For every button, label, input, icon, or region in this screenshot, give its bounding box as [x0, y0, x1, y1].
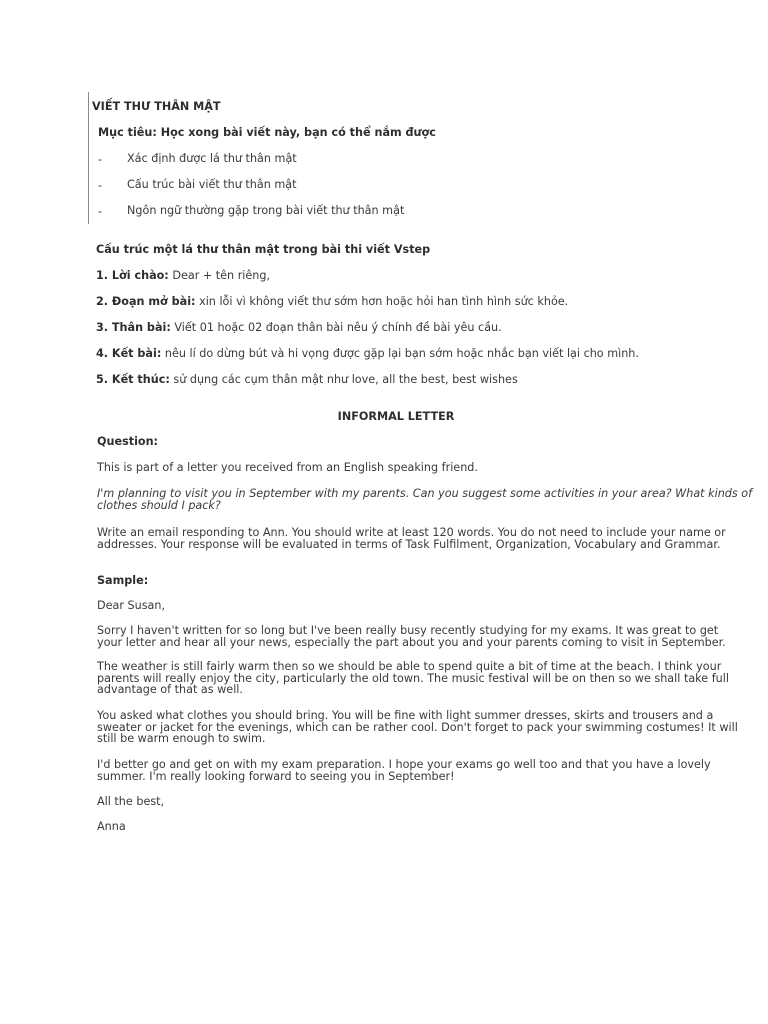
- bullet-marker: -: [98, 179, 103, 192]
- letter-line: summer. I'm really looking forward to seeing you in September!: [97, 769, 455, 783]
- structure-item-text: Dear + tên riêng,: [168, 269, 271, 282]
- quote-line: I'm planning to visit you in September with my parents. Can you suggest some activities in your area? What kinds of: [97, 487, 753, 500]
- structure-item-text: xin lỗi vì không viết thư sớm hơn hoặc hỏi han tình hình sức khỏe.: [195, 295, 569, 308]
- bullet-marker: -: [98, 205, 103, 218]
- structure-heading: Cấu trúc một lá thư thân mật trong bài thi viết Vstep: [96, 243, 431, 256]
- question-quote: [97, 487, 753, 512]
- letter-signature: Anna: [97, 820, 126, 833]
- objective-bullet: Cấu trúc bài viết thư thân mật: [127, 178, 297, 191]
- bullet-marker: -: [98, 153, 103, 166]
- question-intro: This is part of a letter you received from an English speaking friend.: [97, 461, 478, 474]
- structure-item: [96, 348, 639, 360]
- informal-letter-heading: INFORMAL LETTER: [337, 410, 455, 423]
- question-label: Question:: [97, 435, 159, 448]
- objective-bullet: Xác định được lá thư thân mật: [127, 152, 297, 165]
- instruction-line: addresses. Your response will be evaluated in terms of Task Fulfilment, Organization, Vocabulary and Grammar.: [97, 537, 721, 551]
- letter-line: advantage of that as well.: [97, 683, 243, 696]
- structure-item-label: 1. Lời chào:: [96, 269, 169, 282]
- structure-item: [96, 322, 502, 334]
- structure-item-text: Viết 01 hoặc 02 đoạn thân bài nêu ý chính đề bài yêu cầu.: [170, 321, 502, 334]
- letter-line: Sorry I haven't written for so long but I've been really busy recently studying for my exams. It was great to get: [97, 624, 719, 637]
- letter-line: I'd better go and get on with my exam preparation. I hope your exams go well too and that you have a lovely: [97, 758, 711, 771]
- letter-paragraph-2: [97, 660, 729, 696]
- letter-line: your letter and hear all your news, especially the part about you and your parents coming to visit in September.: [97, 635, 726, 649]
- letter-line: sweater or jacket for the evenings, which can be rather cool. Don't forget to pack your swimming costumes! It will: [97, 720, 738, 734]
- letter-line: still be warm enough to swim.: [97, 732, 266, 745]
- document-title: VIẾT THƯ THÂN MẬT: [92, 100, 221, 113]
- structure-item-label: 5. Kết thúc:: [96, 373, 170, 386]
- instruction-line: Write an email responding to Ann. You should write at least 120 words. You do not need to include your name or: [97, 526, 726, 539]
- letter-paragraph-3: [97, 709, 738, 745]
- structure-item: [96, 270, 270, 282]
- structure-item-label: 2. Đoạn mở bài:: [96, 295, 196, 308]
- letter-line: The weather is still fairly warm then so we should be able to spend quite a bit of time at the beach. I think your: [97, 660, 722, 673]
- objective-bullet: Ngôn ngữ thường gặp trong bài viết thư thân mật: [127, 204, 405, 217]
- structure-item: [96, 374, 518, 386]
- letter-line: parents will really enjoy the city, particularly the old town. The music festival will be on then so we shall take full: [97, 671, 729, 685]
- structure-item-label: 3. Thân bài:: [96, 321, 171, 334]
- structure-item-text: nêu lí do dừng bút và hi vọng được gặp lại bạn sớm hoặc nhắc bạn viết lại cho mình.: [161, 347, 639, 360]
- structure-item-label: 4. Kết bài:: [96, 347, 162, 360]
- letter-greeting: Dear Susan,: [97, 599, 166, 612]
- structure-item-text: sử dụng các cụm thân mật như love, all the best, best wishes: [169, 373, 518, 386]
- letter-closing: All the best,: [97, 795, 165, 808]
- sample-label: Sample:: [97, 574, 149, 587]
- objective-line: Mục tiêu: Học xong bài viết này, bạn có thể nắm được: [98, 126, 436, 139]
- structure-item: [96, 296, 568, 308]
- quote-line: clothes should I pack?: [97, 498, 221, 512]
- letter-paragraph-1: [97, 624, 726, 649]
- letter-paragraph-4: [97, 758, 711, 783]
- margin-line: [88, 92, 89, 224]
- question-instructions: [97, 526, 726, 551]
- letter-line: You asked what clothes you should bring. You will be fine with light summer dresses, skirts and trousers and a: [97, 709, 714, 722]
